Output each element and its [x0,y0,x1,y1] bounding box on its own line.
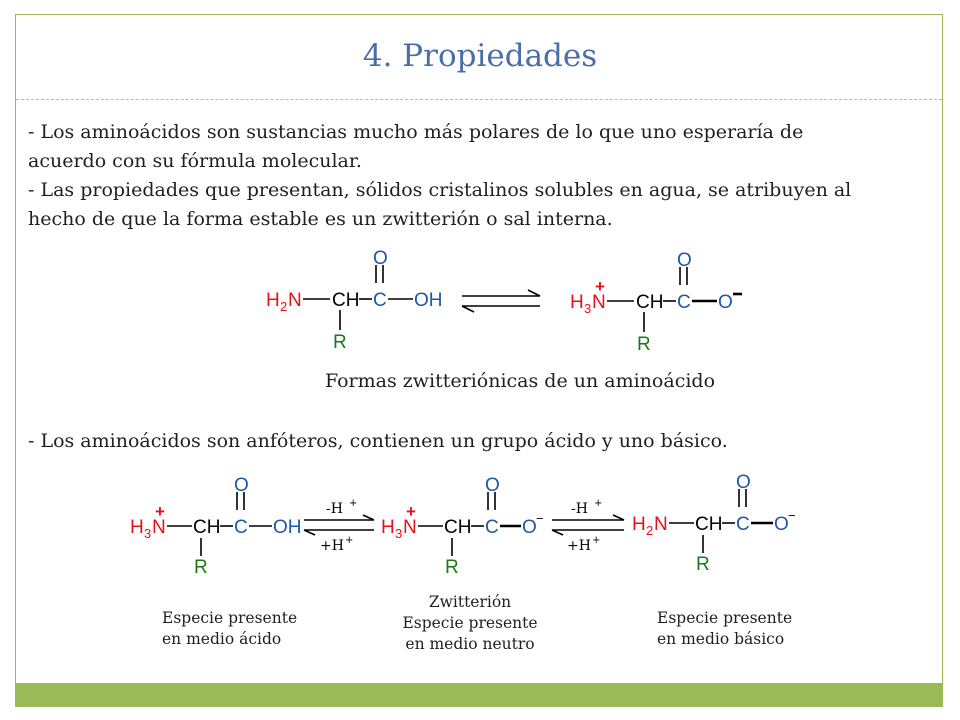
atom-h: H [381,517,395,538]
paragraph-properties-line1: - Las propiedades que presentan, sólidos cristalinos solubles en agua, se atribuyen al [28,179,852,201]
group-r: R [194,557,208,578]
group-oh: OH [414,290,443,311]
atom-ch: CH [695,514,723,535]
atom-o-carbonyl: O [373,248,388,269]
group-r: R [637,334,651,355]
positive-charge: + [406,502,416,521]
label-acid-line1: Especie presente [162,609,298,627]
label-neutral-line1: Especie presente [402,614,538,632]
paragraph-properties-line2: hecho de que la forma estable es un zwitterión o sal interna. [28,208,613,230]
basic-species [632,472,796,575]
group-r: R [445,557,459,578]
plus-h-sup: + [592,535,601,546]
atom-n: N [592,292,606,313]
diagram-caption: Formas zwitteriónicas de un aminoácido [324,370,716,392]
atom-n: N [403,517,417,538]
atom-c: C [234,517,248,538]
positive-charge: + [155,502,165,521]
atom-n: N [152,517,166,538]
slide-title: 4. Propiedades [362,38,598,74]
minus-h-sup: + [594,498,603,509]
paragraph-polarity-line1: - Los aminoácidos son sustancias mucho más polares de lo que uno esperaría de [28,121,804,143]
plus-h-sup: + [345,535,354,546]
label-acid-medium [162,608,297,650]
atom-c: C [485,517,499,538]
atom-c: C [677,292,691,313]
minus-h-label: -H [571,501,588,517]
footer-bar [16,683,942,706]
plus-h-label: +H [320,538,344,554]
atom-o-carbonyl: O [736,472,751,493]
atom-o-carbonyl: O [485,475,500,496]
zwitterion-basic-arrows [552,498,624,554]
label-zwitterion-title: Zwitterión [428,593,512,611]
group-oh: OH [273,517,302,538]
label-neutral-line2: en medio neutro [405,635,535,653]
atom-o-carboxylate: O [718,292,733,313]
positive-charge: + [595,277,605,296]
atom-n: N [654,514,668,535]
atom-ch: CH [193,517,221,538]
atom-h: H [632,514,646,535]
paragraph-amphoteric: - Los aminoácidos son anfóteros, contienen un grupo ácido y uno básico. [28,430,728,452]
atom-n: N [288,290,302,311]
acid-species [130,475,302,578]
atom-h: H [266,290,280,311]
group-r: R [333,332,347,353]
negative-charge: − [788,508,796,523]
atom-o-carboxylate: O [774,514,789,535]
atom-h: H [130,517,144,538]
atom-ch: CH [444,517,472,538]
label-basic-medium [657,608,792,650]
acid-zwitterion-arrows [304,498,374,554]
label-basic-line1: Especie presente [657,609,793,627]
subscript-2: 2 [280,299,288,314]
subscript-3: 3 [584,301,592,316]
atom-ch: CH [636,292,664,313]
label-acid-line2: en medio ácido [162,630,282,648]
subscript-3: 3 [395,526,403,541]
group-r: R [696,554,710,575]
atom-ch: CH [332,290,360,311]
atom-o-carbonyl: O [234,475,249,496]
atom-o-carbonyl: O [677,250,692,271]
subscript-3: 3 [144,526,152,541]
atom-o-carboxylate: O [522,517,537,538]
plus-h-label: +H [567,538,591,554]
atom-c: C [736,514,750,535]
zwitterion-species [381,475,544,578]
label-neutral-medium [400,592,540,655]
label-basic-line2: en medio básico [657,630,785,648]
minus-h-sup: + [349,498,358,509]
atom-h: H [570,292,584,313]
minus-h-label: -H [326,501,343,517]
negative-charge: − [536,511,544,526]
subscript-2: 2 [646,523,654,538]
atom-c: C [373,290,387,311]
paragraph-polarity-line2: acuerdo con su fórmula molecular. [28,150,362,172]
